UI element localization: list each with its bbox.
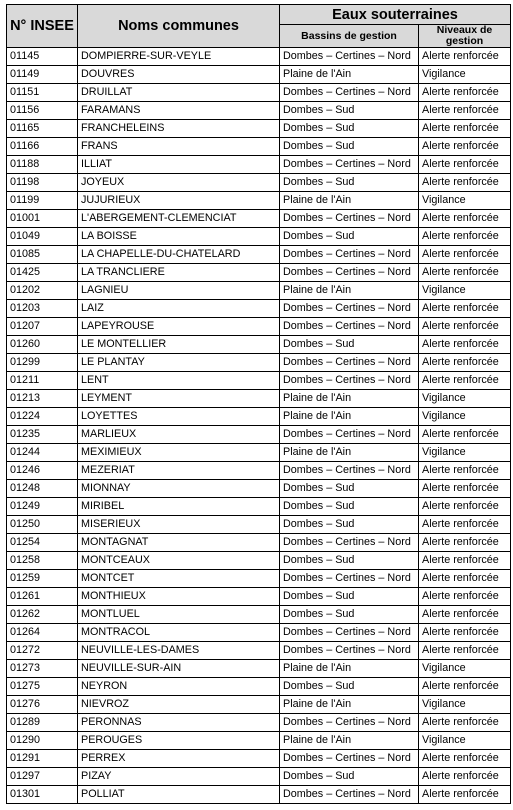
table-row <box>7 84 511 102</box>
commune-cell: LE MONTELLIER <box>78 336 280 354</box>
niveau-cell: Alerte renforcée <box>419 336 511 354</box>
table-row <box>7 282 511 300</box>
table-row <box>7 138 511 156</box>
commune-cell: MIONNAY <box>78 480 280 498</box>
header-niveaux: Niveaux de gestion <box>419 25 511 48</box>
commune-cell: PERONNAS <box>78 714 280 732</box>
niveau-cell: Alerte renforcée <box>419 750 511 768</box>
bassin-cell: Dombes – Certines – Nord <box>280 426 419 444</box>
table-row <box>7 174 511 192</box>
commune-cell: NEYRON <box>78 678 280 696</box>
bassin-cell: Dombes – Sud <box>280 606 419 624</box>
commune-cell: LEYMENT <box>78 390 280 408</box>
table-row <box>7 318 511 336</box>
insee-cell: 01260 <box>7 336 78 354</box>
table-row <box>7 300 511 318</box>
table-row <box>7 750 511 768</box>
niveau-cell: Vigilance <box>419 390 511 408</box>
insee-cell: 01235 <box>7 426 78 444</box>
table-body <box>7 48 511 804</box>
niveau-cell: Alerte renforcée <box>419 516 511 534</box>
insee-cell: 01224 <box>7 408 78 426</box>
insee-cell: 01272 <box>7 642 78 660</box>
insee-cell: 01213 <box>7 390 78 408</box>
commune-cell: MARLIEUX <box>78 426 280 444</box>
bassin-cell: Dombes – Certines – Nord <box>280 714 419 732</box>
bassin-cell: Dombes – Certines – Nord <box>280 210 419 228</box>
bassin-cell: Dombes – Certines – Nord <box>280 264 419 282</box>
insee-cell: 01289 <box>7 714 78 732</box>
niveau-cell: Alerte renforcée <box>419 174 511 192</box>
commune-cell: PEROUGES <box>78 732 280 750</box>
bassin-cell: Dombes – Certines – Nord <box>280 642 419 660</box>
insee-cell: 01297 <box>7 768 78 786</box>
insee-cell: 01259 <box>7 570 78 588</box>
niveau-cell: Alerte renforcée <box>419 102 511 120</box>
table-row <box>7 66 511 84</box>
insee-cell: 01149 <box>7 66 78 84</box>
header-communes: Noms communes <box>78 5 280 48</box>
commune-cell: MONTCEAUX <box>78 552 280 570</box>
commune-cell: NEUVILLE-LES-DAMES <box>78 642 280 660</box>
table-row <box>7 372 511 390</box>
commune-cell: LA TRANCLIERE <box>78 264 280 282</box>
insee-cell: 01262 <box>7 606 78 624</box>
niveau-cell: Alerte renforcée <box>419 678 511 696</box>
insee-cell: 01250 <box>7 516 78 534</box>
insee-cell: 01299 <box>7 354 78 372</box>
niveau-cell: Vigilance <box>419 660 511 678</box>
commune-cell: FRANCHELEINS <box>78 120 280 138</box>
insee-cell: 01248 <box>7 480 78 498</box>
table-row <box>7 516 511 534</box>
bassin-cell: Dombes – Certines – Nord <box>280 354 419 372</box>
table-row <box>7 444 511 462</box>
insee-cell: 01151 <box>7 84 78 102</box>
commune-cell: MEZERIAT <box>78 462 280 480</box>
niveau-cell: Vigilance <box>419 732 511 750</box>
commune-cell: JUJURIEUX <box>78 192 280 210</box>
table-row <box>7 786 511 804</box>
niveau-cell: Alerte renforcée <box>419 318 511 336</box>
table-row <box>7 354 511 372</box>
table-row <box>7 588 511 606</box>
bassin-cell: Plaine de l'Ain <box>280 444 419 462</box>
commune-cell: LENT <box>78 372 280 390</box>
niveau-cell: Alerte renforcée <box>419 714 511 732</box>
table-row <box>7 336 511 354</box>
commune-cell: LAIZ <box>78 300 280 318</box>
insee-cell: 01156 <box>7 102 78 120</box>
niveau-cell: Vigilance <box>419 696 511 714</box>
commune-cell: FRANS <box>78 138 280 156</box>
commune-cell: JOYEUX <box>78 174 280 192</box>
communes-table <box>6 4 511 804</box>
bassin-cell: Plaine de l'Ain <box>280 696 419 714</box>
table-row <box>7 120 511 138</box>
niveau-cell: Alerte renforcée <box>419 768 511 786</box>
commune-cell: PIZAY <box>78 768 280 786</box>
niveau-cell: Vigilance <box>419 408 511 426</box>
niveau-cell: Alerte renforcée <box>419 642 511 660</box>
bassin-cell: Dombes – Sud <box>280 678 419 696</box>
insee-cell: 01001 <box>7 210 78 228</box>
commune-cell: MONTHIEUX <box>78 588 280 606</box>
bassin-cell: Dombes – Sud <box>280 336 419 354</box>
commune-cell: MONTCET <box>78 570 280 588</box>
niveau-cell: Alerte renforcée <box>419 426 511 444</box>
insee-cell: 01085 <box>7 246 78 264</box>
bassin-cell: Dombes – Certines – Nord <box>280 84 419 102</box>
insee-cell: 01203 <box>7 300 78 318</box>
insee-cell: 01258 <box>7 552 78 570</box>
table-row <box>7 462 511 480</box>
insee-cell: 01165 <box>7 120 78 138</box>
commune-cell: MIRIBEL <box>78 498 280 516</box>
insee-cell: 01261 <box>7 588 78 606</box>
table-row <box>7 264 511 282</box>
table-row <box>7 660 511 678</box>
bassin-cell: Dombes – Sud <box>280 174 419 192</box>
table-row <box>7 156 511 174</box>
niveau-cell: Alerte renforcée <box>419 138 511 156</box>
commune-cell: LE PLANTAY <box>78 354 280 372</box>
commune-cell: MONTRACOL <box>78 624 280 642</box>
bassin-cell: Plaine de l'Ain <box>280 732 419 750</box>
niveau-cell: Vigilance <box>419 282 511 300</box>
bassin-cell: Dombes – Certines – Nord <box>280 786 419 804</box>
niveau-cell: Alerte renforcée <box>419 246 511 264</box>
insee-cell: 01199 <box>7 192 78 210</box>
niveau-cell: Alerte renforcée <box>419 264 511 282</box>
insee-cell: 01211 <box>7 372 78 390</box>
bassin-cell: Dombes – Certines – Nord <box>280 372 419 390</box>
niveau-cell: Alerte renforcée <box>419 84 511 102</box>
table-row <box>7 390 511 408</box>
insee-cell: 01254 <box>7 534 78 552</box>
table-row <box>7 246 511 264</box>
bassin-cell: Plaine de l'Ain <box>280 66 419 84</box>
niveau-cell: Alerte renforcée <box>419 534 511 552</box>
table-row <box>7 426 511 444</box>
bassin-cell: Dombes – Certines – Nord <box>280 750 419 768</box>
commune-cell: LAPEYROUSE <box>78 318 280 336</box>
niveau-cell: Alerte renforcée <box>419 48 511 66</box>
niveau-cell: Alerte renforcée <box>419 552 511 570</box>
niveau-cell: Vigilance <box>419 66 511 84</box>
commune-cell: DRUILLAT <box>78 84 280 102</box>
table-row <box>7 210 511 228</box>
niveau-cell: Alerte renforcée <box>419 156 511 174</box>
table-row <box>7 228 511 246</box>
commune-cell: L'ABERGEMENT-CLEMENCIAT <box>78 210 280 228</box>
bassin-cell: Plaine de l'Ain <box>280 660 419 678</box>
niveau-cell: Alerte renforcée <box>419 354 511 372</box>
table-row <box>7 408 511 426</box>
niveau-cell: Alerte renforcée <box>419 570 511 588</box>
niveau-cell: Vigilance <box>419 444 511 462</box>
bassin-cell: Dombes – Sud <box>280 120 419 138</box>
bassin-cell: Dombes – Certines – Nord <box>280 624 419 642</box>
table-row <box>7 768 511 786</box>
bassin-cell: Dombes – Certines – Nord <box>280 300 419 318</box>
insee-cell: 01202 <box>7 282 78 300</box>
table-row <box>7 714 511 732</box>
table-row <box>7 624 511 642</box>
commune-cell: DOUVRES <box>78 66 280 84</box>
insee-cell: 01301 <box>7 786 78 804</box>
niveau-cell: Alerte renforcée <box>419 210 511 228</box>
table-row <box>7 570 511 588</box>
table-row <box>7 498 511 516</box>
bassin-cell: Dombes – Sud <box>280 138 419 156</box>
bassin-cell: Plaine de l'Ain <box>280 192 419 210</box>
table-header <box>7 5 511 48</box>
table-row <box>7 192 511 210</box>
niveau-cell: Alerte renforcée <box>419 462 511 480</box>
table-row <box>7 534 511 552</box>
table-row <box>7 102 511 120</box>
commune-cell: MONTLUEL <box>78 606 280 624</box>
bassin-cell: Dombes – Certines – Nord <box>280 246 419 264</box>
header-eaux-souterraines: Eaux souterraines <box>280 5 511 25</box>
bassin-cell: Dombes – Certines – Nord <box>280 156 419 174</box>
niveau-cell: Alerte renforcée <box>419 786 511 804</box>
bassin-cell: Dombes – Sud <box>280 516 419 534</box>
insee-cell: 01207 <box>7 318 78 336</box>
insee-cell: 01275 <box>7 678 78 696</box>
table-row <box>7 732 511 750</box>
header-insee: N° INSEE <box>7 5 78 48</box>
table-row <box>7 696 511 714</box>
insee-cell: 01244 <box>7 444 78 462</box>
commune-cell: LA BOISSE <box>78 228 280 246</box>
niveau-cell: Alerte renforcée <box>419 372 511 390</box>
niveau-cell: Alerte renforcée <box>419 606 511 624</box>
bassin-cell: Dombes – Certines – Nord <box>280 534 419 552</box>
niveau-cell: Alerte renforcée <box>419 228 511 246</box>
bassin-cell: Dombes – Sud <box>280 588 419 606</box>
table-row <box>7 606 511 624</box>
insee-cell: 01188 <box>7 156 78 174</box>
commune-cell: MONTAGNAT <box>78 534 280 552</box>
insee-cell: 01291 <box>7 750 78 768</box>
bassin-cell: Dombes – Certines – Nord <box>280 462 419 480</box>
insee-cell: 01276 <box>7 696 78 714</box>
insee-cell: 01249 <box>7 498 78 516</box>
insee-cell: 01166 <box>7 138 78 156</box>
commune-cell: POLLIAT <box>78 786 280 804</box>
commune-cell: FARAMANS <box>78 102 280 120</box>
bassin-cell: Dombes – Certines – Nord <box>280 570 419 588</box>
commune-cell: LOYETTES <box>78 408 280 426</box>
bassin-cell: Plaine de l'Ain <box>280 282 419 300</box>
table-row <box>7 552 511 570</box>
bassin-cell: Dombes – Sud <box>280 552 419 570</box>
insee-cell: 01145 <box>7 48 78 66</box>
bassin-cell: Dombes – Sud <box>280 102 419 120</box>
commune-cell: LA CHAPELLE-DU-CHATELARD <box>78 246 280 264</box>
bassin-cell: Plaine de l'Ain <box>280 408 419 426</box>
table-row <box>7 480 511 498</box>
bassin-cell: Dombes – Sud <box>280 498 419 516</box>
commune-cell: MEXIMIEUX <box>78 444 280 462</box>
commune-cell: DOMPIERRE-SUR-VEYLE <box>78 48 280 66</box>
commune-cell: ILLIAT <box>78 156 280 174</box>
bassin-cell: Dombes – Sud <box>280 480 419 498</box>
niveau-cell: Alerte renforcée <box>419 498 511 516</box>
table-row <box>7 48 511 66</box>
bassin-cell: Dombes – Sud <box>280 228 419 246</box>
niveau-cell: Alerte renforcée <box>419 480 511 498</box>
header-bassins: Bassins de gestion <box>280 25 419 48</box>
niveau-cell: Vigilance <box>419 192 511 210</box>
insee-cell: 01246 <box>7 462 78 480</box>
bassin-cell: Dombes – Certines – Nord <box>280 48 419 66</box>
commune-cell: NEUVILLE-SUR-AIN <box>78 660 280 678</box>
insee-cell: 01273 <box>7 660 78 678</box>
niveau-cell: Alerte renforcée <box>419 120 511 138</box>
table-row <box>7 678 511 696</box>
insee-cell: 01425 <box>7 264 78 282</box>
insee-cell: 01290 <box>7 732 78 750</box>
niveau-cell: Alerte renforcée <box>419 300 511 318</box>
bassin-cell: Dombes – Sud <box>280 768 419 786</box>
bassin-cell: Plaine de l'Ain <box>280 390 419 408</box>
commune-cell: LAGNIEU <box>78 282 280 300</box>
insee-cell: 01049 <box>7 228 78 246</box>
niveau-cell: Alerte renforcée <box>419 588 511 606</box>
table-row <box>7 642 511 660</box>
commune-cell: MISERIEUX <box>78 516 280 534</box>
niveau-cell: Alerte renforcée <box>419 624 511 642</box>
bassin-cell: Dombes – Certines – Nord <box>280 318 419 336</box>
commune-cell: PERREX <box>78 750 280 768</box>
commune-cell: NIEVROZ <box>78 696 280 714</box>
insee-cell: 01264 <box>7 624 78 642</box>
insee-cell: 01198 <box>7 174 78 192</box>
